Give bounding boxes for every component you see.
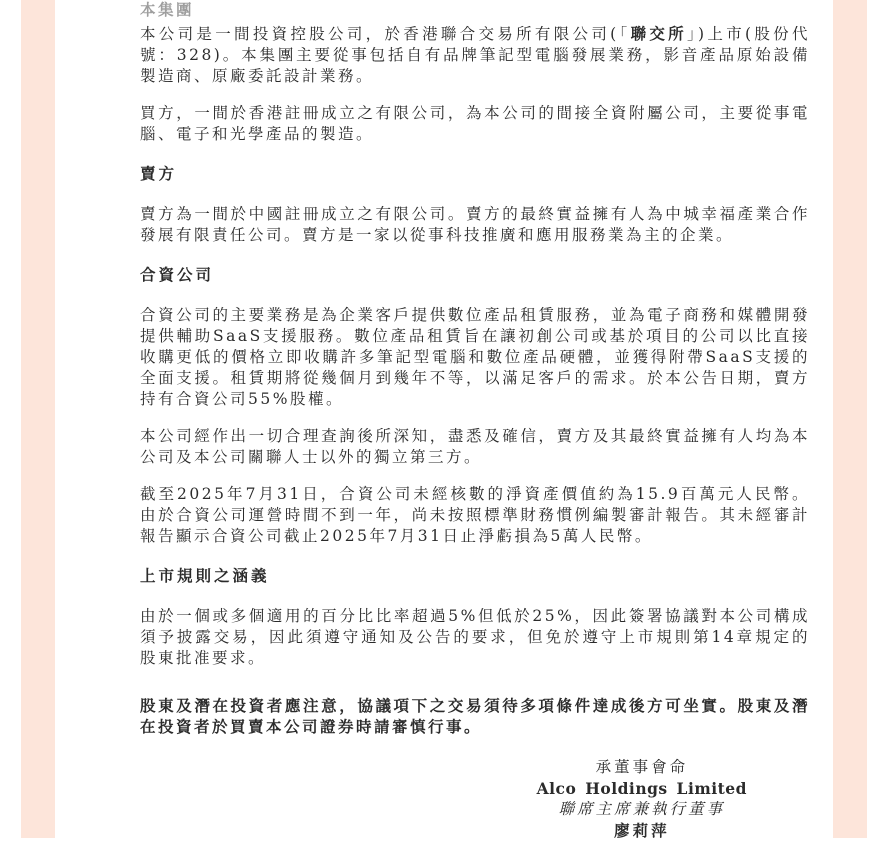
heading-joint-venture: 合資公司 [140, 265, 215, 284]
paragraph-company-intro: 本公司是一間投資控股公司，於香港聯合交易所有限公司(「聯交所」)上市(股份代號：328)。本集團主要從事包括自有品牌筆記型電腦發展業務，影音產品原始設備製造商、原廠委託設計業務。 [140, 24, 810, 85]
document-sections [140, 0, 810, 737]
signature-company: Alco Holdings Limited [536, 779, 747, 798]
right-margin-stripe [833, 0, 867, 838]
paragraph-independence: 本公司經作出一切合理查詢後所深知，盡悉及確信，賣方及其最終實益擁有人均為本公司及本公司關聯人士以外的獨立第三方。 [140, 427, 810, 466]
signature-name: 廖莉萍 [614, 821, 670, 840]
paragraph-purchaser: 買方，一間於香港註冊成立之有限公司，為本公司的間接全資附屬公司，主要從事電腦、電子和光學產品的製造。 [140, 104, 810, 143]
paragraph-joint-venture-business: 合資公司的主要業務是為企業客戶提供數位產品租賃服務，並為電子商務和媒體開發提供輔助SaaS支援服務。數位產品租賃旨在讓初創公司或基於項目的公司以比直接收購更低的價格立即收購許多筆記型電腦和數位產品硬體，並獲得附帶SaaS支援的全面支援。租賃期將從幾個月到幾年不等，以滿足客戶的需求。於本公告日期，賣方持有合資公司55%股權。 [140, 306, 810, 408]
paragraph-listing-rules: 由於一個或多個適用的百分比比率超過5%但低於25%，因此簽署協議對本公司構成須予披露交易，因此須遵守通知及公告的要求，但免於遵守上市規則第14章規定的股東批准要求。 [140, 607, 810, 667]
document-content [140, 0, 810, 841]
paragraph-shareholder-warning: 股東及潛在投資者應注意，協議項下之交易須待多項條件達成後方可坐實。股東及潛在投資者於買賣本公司證券時請審慎行事。 [140, 696, 810, 736]
signature-title: 聯席主席兼執行董事 [558, 800, 726, 818]
heading-vendor: 賣方 [140, 164, 178, 183]
signature-preamble: 承董事會命 [595, 758, 689, 776]
left-margin-stripe [21, 0, 55, 838]
clipped-heading: 本集團 [140, 0, 195, 19]
paragraph-vendor: 賣方為一間於中國註冊成立之有限公司。賣方的最終實益擁有人為中城幸福產業合作發展有限責任公司。賣方是一家以從事科技推廣和應用服務業為主的企業。 [140, 205, 810, 244]
heading-listing-rules: 上市規則之涵義 [140, 566, 270, 585]
signature-block [537, 757, 747, 841]
paragraph-net-asset-value: 截至2025年7月31日，合資公司未經核數的淨資產價值約為15.9百萬元人民幣。由於合資公司運營時間不到一年，尚未按照標準財務慣例編製審計報告。其未經審計報告顯示合資公司截止2025年7月31日止淨虧損為5萬人民幣。 [140, 485, 810, 545]
